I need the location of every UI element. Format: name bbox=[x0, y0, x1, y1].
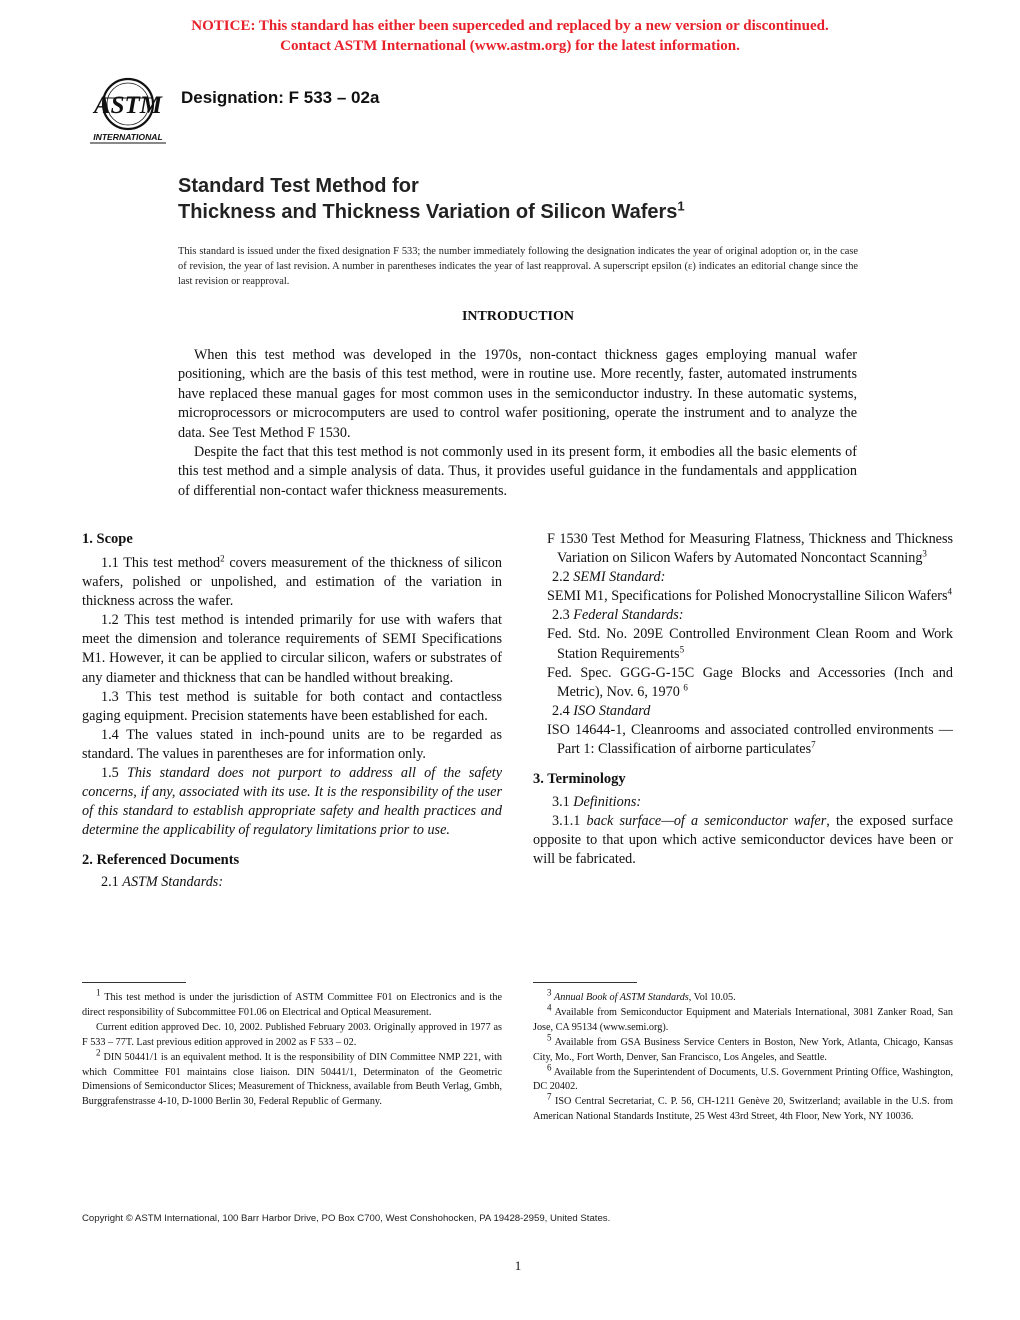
introduction-paragraph-2: Despite the fact that this test method is not commonly used in its present form, it embodies all the basic elements of this test method and a simple analysis of data. Thus, it provides useful guidance in the fundamentals and appplication of differential non-contact wafer thickness measurements. bbox=[178, 444, 857, 499]
ref-fed-spec-ggg: Fed. Spec. GGG-G-15C Gage Blocks and Accessories (Inch and Metric), Nov. 6, 1970 $^6$ bbox=[547, 664, 953, 700]
footnote-3: $^3$ Annual Book of ASTM Standards, Vol 10.05. bbox=[547, 987, 736, 1003]
ref-f1530: F 1530 Test Method for Measuring Flatness, Thickness and Thickness Variation on Silicon Wafers by Automated Noncontact Scanning$^3$ bbox=[547, 531, 953, 567]
ref-iso-14644: ISO 14644-1, Cleanrooms and associated controlled environments — Part 1: Classification of airborne particulates$^7$ bbox=[547, 721, 953, 758]
section-1-2: 1.2 This test method is intended primarily for use with wafers that meet the dimension and tolerance requirements of SEMI Specifications M1. However, it can be applied to circular silicon, wafers or substrates of any diameter and thickness that can be handled without breaking. bbox=[82, 612, 502, 686]
footnote-4: $^4$ Available from Semiconductor Equipment and Materials International, 3081 Zanker Road, San Jose, CA 95134 (www.semi.org). bbox=[533, 1002, 953, 1033]
section-2-2: 2.2 SEMI Standard: bbox=[552, 569, 666, 586]
section-2-4: 2.4 ISO Standard bbox=[552, 702, 651, 719]
footnote-1-edition: Current edition approved Dec. 10, 2002. Published February 2003. Originally approved in 1977 as F 533 – 77T. Last previous edition approved in 2002 as F 533 – 02. bbox=[82, 1021, 502, 1048]
section-2-1: 2.1 ASTM Standards: bbox=[101, 874, 224, 891]
title-footnote-ref: 1 bbox=[677, 198, 685, 214]
right-column bbox=[533, 530, 953, 870]
footnote-7: $^7$ ISO Central Secretariat, C. P. 56, CH-1211 Genève 20, Switzerland; available in the U.S. from American National Standards Institute, 25 West 43rd Street, 4th Floor, New York, NY 10036. bbox=[533, 1091, 953, 1123]
section-1-5: 1.5 This standard does not purport to address all of the safety concerns, if any, associated with its use. It is the responsibility of the user of this standard to establish appropriate safety and health practices and determine the applicability of regulatory limitations prior to use. bbox=[82, 765, 502, 839]
footnote-1: $^1$ This test method is under the jurisdiction of ASTM Committee F01 on Electronics and is the direct responsibility of Subcommittee F01.06 on Electrical and Optical Measurement. bbox=[82, 987, 502, 1018]
footnote-rule-left bbox=[82, 982, 186, 983]
terminology-heading: 3. Terminology bbox=[533, 771, 626, 788]
logo-subtext: INTERNATIONAL bbox=[93, 132, 163, 142]
logo-letters: ASTM bbox=[93, 92, 163, 119]
section-1-4: 1.4 The values stated in inch-pound units are to be regarded as standard. The values in parentheses are for information only. bbox=[82, 726, 502, 762]
designation: Designation: F 533 – 02a bbox=[181, 88, 380, 107]
footnotes-left bbox=[82, 987, 502, 1110]
issued-note: This standard is issued under the fixed designation F 533; the number immediately following the designation indicates the year of original adoption or, in the case of revision, the year of last revision. A number in parentheses indicates the year of last reapproval. A superscript epsilon (ε) indicates an editorial change since the last revision or reapproval. bbox=[178, 246, 858, 287]
referenced-documents-heading: 2. Referenced Documents bbox=[82, 852, 240, 869]
astm-logo bbox=[86, 74, 170, 146]
footnote-5: $^5$ Available from GSA Business Service Centers in Boston, New York, Atlanta, Chicago, Kansas City, Mo., Fort Worth, Denver, San Francisco, Los Angeles, and Seattle. bbox=[533, 1032, 953, 1063]
section-1-3: 1.3 This test method is suitable for both contact and contactless gaging equipment. Precision statements have been established for each. bbox=[82, 688, 502, 724]
left-column bbox=[82, 530, 502, 893]
introduction-paragraph-1: When this test method was developed in the 1970s, non-contact thickness gages employing manual wafer positioning, which are the basis of this test method, were in routine use. More recently, faster, automated instruments have replaced these manual gages for most common uses in the semiconductor industry. In these automatic systems, microprocessors or microcomputers are used to control wafer positioning, operate the instrument and to analyze the data. See Test Method F 1530. bbox=[178, 347, 857, 441]
section-1-1: 1.1 This test method$^2$ covers measurement of the thickness of silicon wafers, polished or unpolished, and estimation of the variation in thickness across the wafer. bbox=[82, 553, 502, 610]
scope-heading: 1. Scope bbox=[82, 531, 133, 547]
introduction-body bbox=[178, 346, 857, 501]
title-line-1: Standard Test Method for bbox=[178, 175, 419, 197]
footnote-6: $^6$ Available from the Superintendent of Documents, U.S. Government Printing Office, Washington, DC 20402. bbox=[533, 1062, 953, 1093]
notice-line-1: NOTICE: This standard has either been superceded and replaced by a new version or discontinued. bbox=[191, 18, 829, 34]
ref-semi-m1: SEMI M1, Specifications for Polished Monocrystalline Silicon Wafers$^4$ bbox=[547, 586, 953, 605]
footnotes-right bbox=[533, 987, 953, 1125]
title-line-2: Thickness and Thickness Variation of Silicon Wafers$^1$ bbox=[178, 198, 685, 223]
footnote-2: $^2$ DIN 50441/1 is an equivalent method. It is the responsibility of DIN Committee NMP 221, with which Committee F01 maintains close liaison. DIN 50441/1, Determinaton of the Geometric Dimensions of Semiconductor Slices; Measurement of Thickness, available from Beuth Verlag, Gmbh, Burggrafenstrasse 4-10, D-1000 Berlin 30, Federal Republic of Germany. bbox=[82, 1047, 502, 1108]
copyright-line: Copyright © ASTM International, 100 Barr Harbor Drive, PO Box C700, West Conshohocken, PA 19428-2959, United States. bbox=[82, 1213, 611, 1224]
notice-line-2: Contact ASTM International (www.astm.org) for the latest information. bbox=[280, 38, 740, 54]
page-number: 1 bbox=[514, 1258, 522, 1273]
supersede-notice bbox=[0, 16, 1020, 56]
section-2-3: 2.3 Federal Standards: bbox=[552, 607, 684, 624]
ref-fed-std-209e: Fed. Std. No. 209E Controlled Environment Clean Room and Work Station Requirements$^5$ bbox=[547, 626, 953, 662]
section-3-1: 3.1 Definitions: bbox=[552, 794, 642, 811]
document-title bbox=[178, 173, 685, 225]
footnote-rule-right bbox=[533, 982, 637, 983]
section-3-1-1: 3.1.1 back surface—of a semiconductor wafer, the exposed surface opposite to that upon which active semiconductor devices have been or will be fabricated. bbox=[533, 813, 954, 868]
introduction-heading: INTRODUCTION bbox=[461, 309, 574, 324]
